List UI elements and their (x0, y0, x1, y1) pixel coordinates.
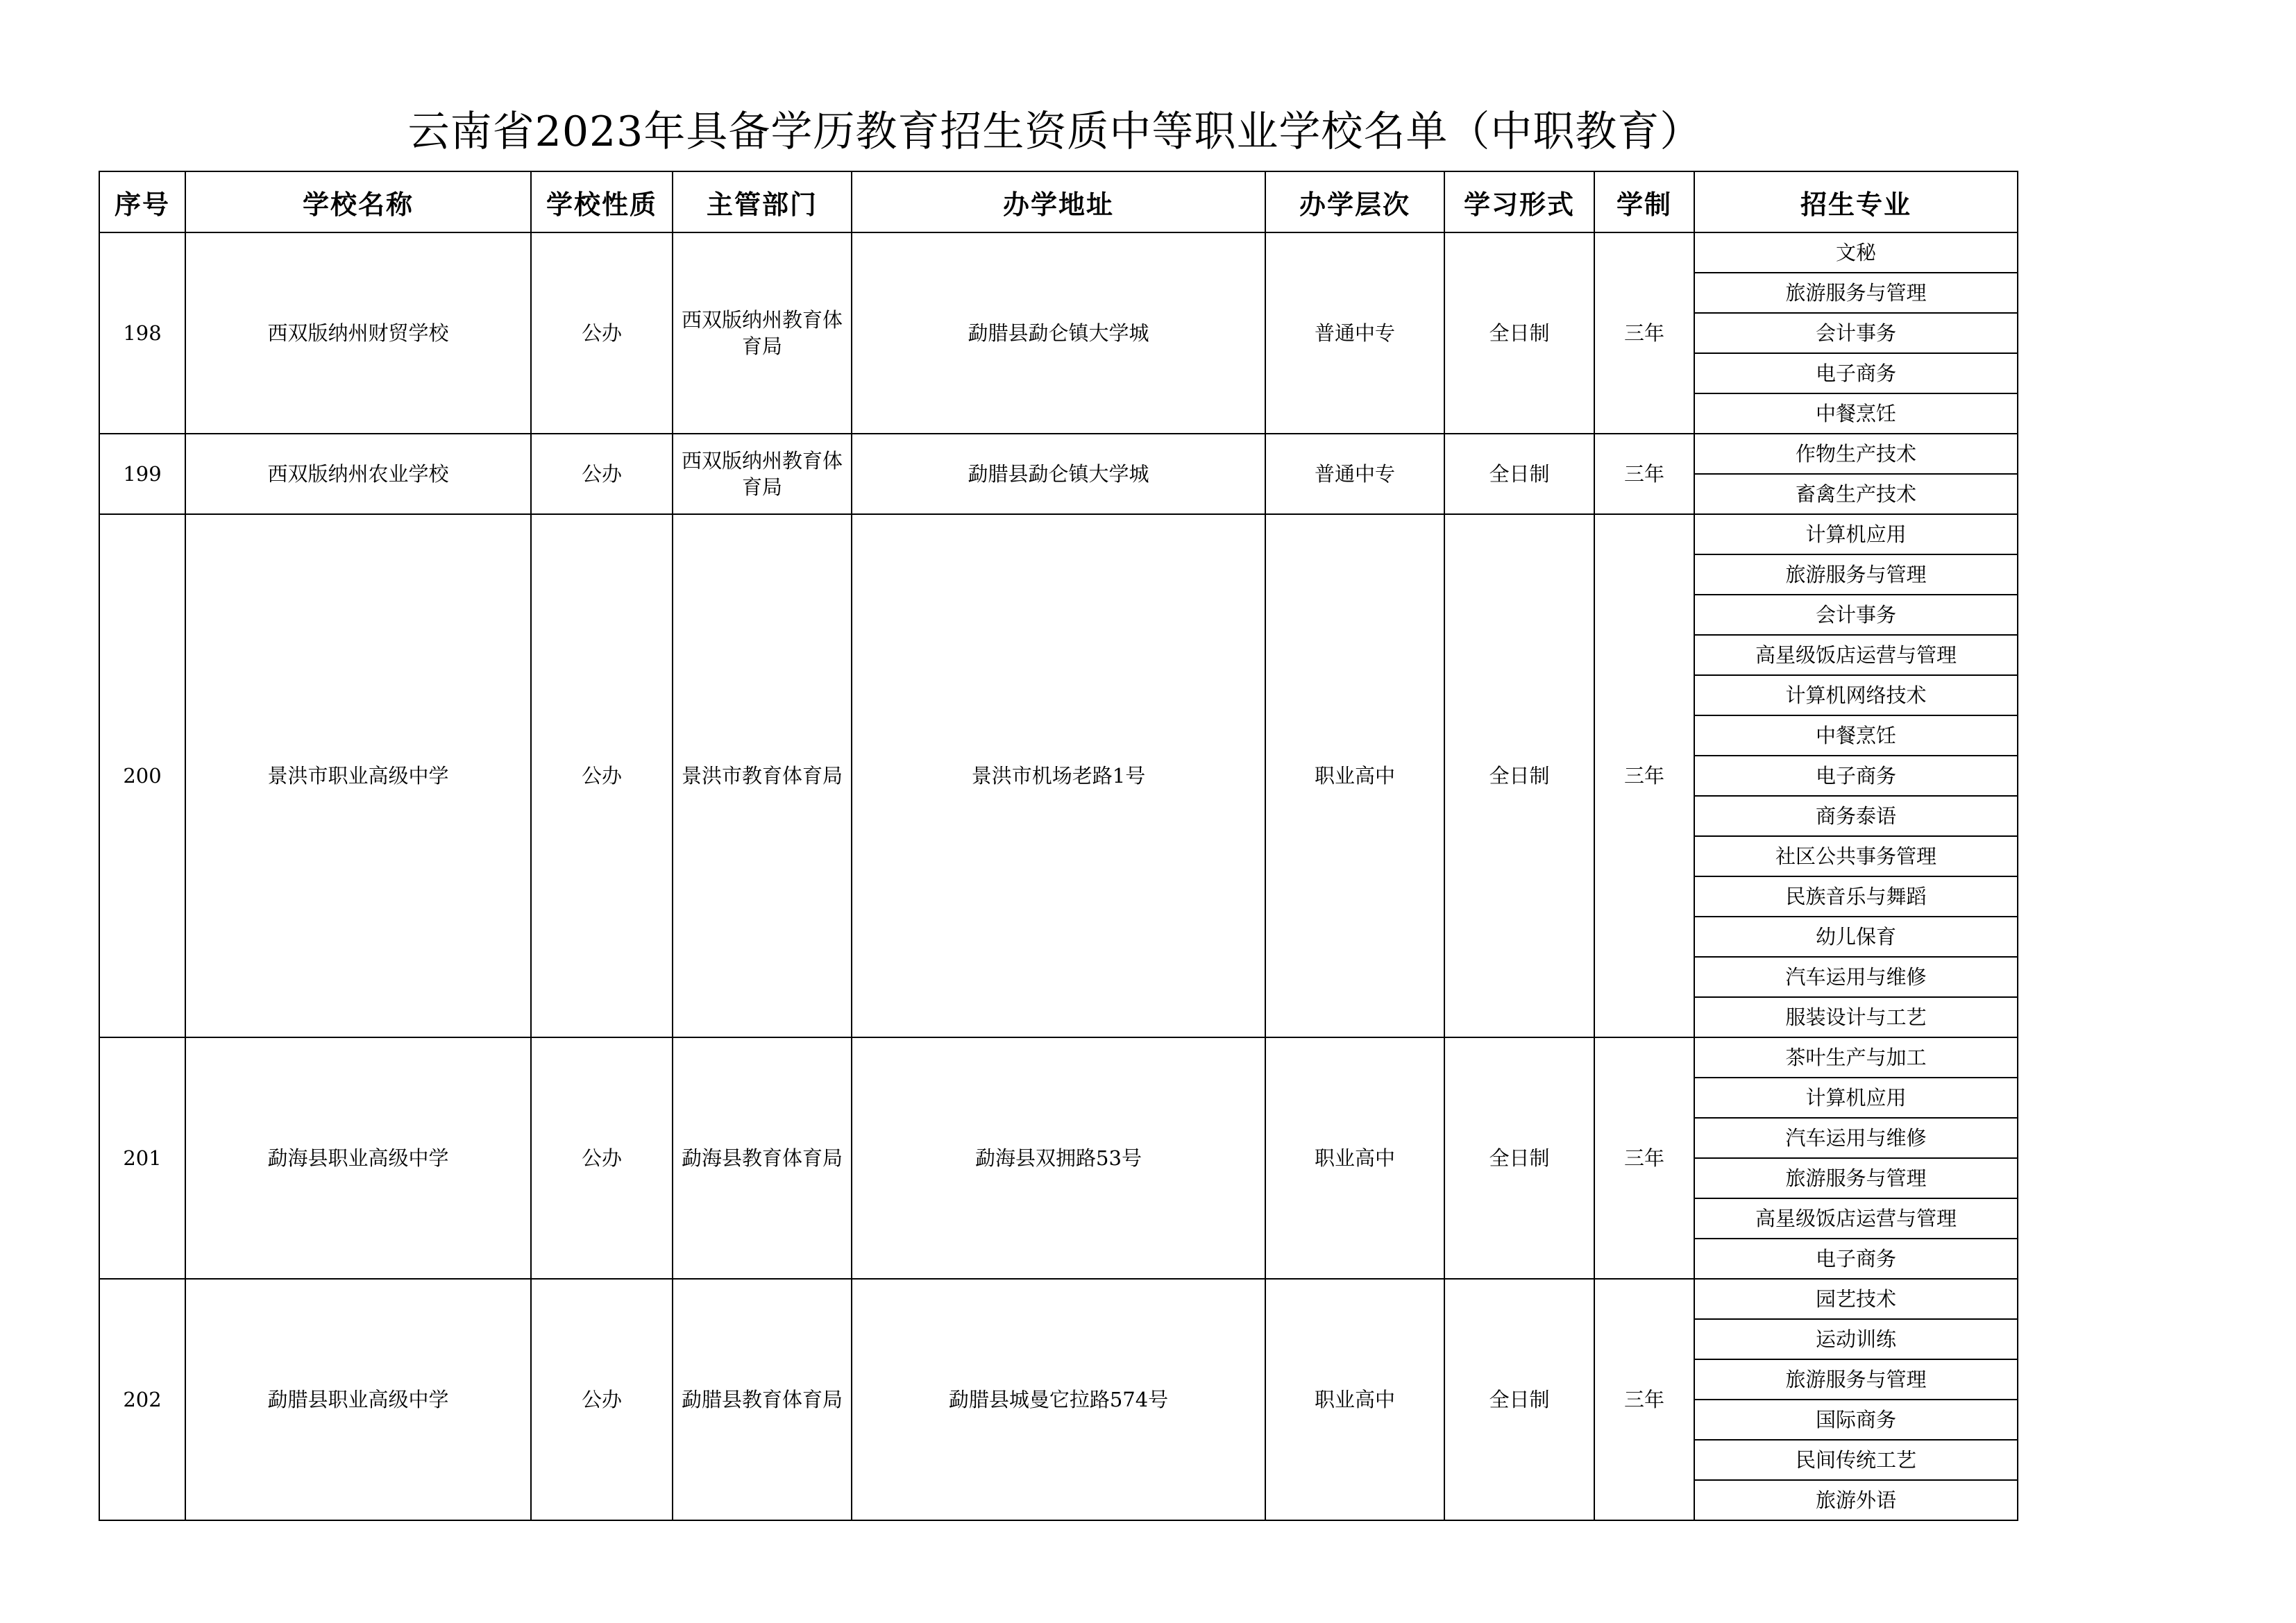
school-type: 公办 (531, 232, 673, 434)
enrollment-major: 计算机网络技术 (1694, 675, 2018, 715)
study-duration: 三年 (1594, 1037, 1694, 1279)
header-cell: 招生专业 (1694, 171, 2018, 232)
supervising-department: 西双版纳州教育体育局 (673, 434, 852, 514)
school-level: 职业高中 (1265, 1037, 1444, 1279)
supervising-department: 西双版纳州教育体育局 (673, 232, 852, 434)
study-duration: 三年 (1594, 434, 1694, 514)
enrollment-major: 高星级饭店运营与管理 (1694, 1198, 2018, 1239)
enrollment-major: 服装设计与工艺 (1694, 997, 2018, 1037)
enrollment-major: 社区公共事务管理 (1694, 836, 2018, 876)
school-name: 勐腊县职业高级中学 (185, 1279, 531, 1520)
enrollment-major: 旅游外语 (1694, 1480, 2018, 1520)
supervising-department: 景洪市教育体育局 (673, 514, 852, 1037)
school-type: 公办 (531, 514, 673, 1037)
school-address: 勐腊县勐仑镇大学城 (852, 434, 1265, 514)
header-cell: 学校名称 (185, 171, 531, 232)
header-cell: 学制 (1594, 171, 1694, 232)
enrollment-major: 民族音乐与舞蹈 (1694, 876, 2018, 917)
enrollment-major: 汽车运用与维修 (1694, 957, 2018, 997)
header-cell: 办学地址 (852, 171, 1265, 232)
study-duration: 三年 (1594, 1279, 1694, 1520)
study-duration: 三年 (1594, 232, 1694, 434)
school-number: 200 (99, 514, 185, 1037)
header-cell: 办学层次 (1265, 171, 1444, 232)
enrollment-major: 中餐烹饪 (1694, 715, 2018, 756)
enrollment-major: 商务泰语 (1694, 796, 2018, 836)
table-row (99, 434, 2018, 474)
enrollment-major: 旅游服务与管理 (1694, 1158, 2018, 1198)
enrollment-major: 旅游服务与管理 (1694, 273, 2018, 313)
study-mode: 全日制 (1444, 232, 1594, 434)
enrollment-major: 旅游服务与管理 (1694, 1359, 2018, 1400)
table-row (99, 232, 2018, 273)
school-level: 普通中专 (1265, 434, 1444, 514)
enrollment-major: 国际商务 (1694, 1400, 2018, 1440)
enrollment-major: 幼儿保育 (1694, 917, 2018, 957)
enrollment-major: 会计事务 (1694, 313, 2018, 353)
enrollment-major: 文秘 (1694, 232, 2018, 273)
study-mode: 全日制 (1444, 514, 1594, 1037)
enrollment-major: 茶叶生产与加工 (1694, 1037, 2018, 1078)
school-level: 职业高中 (1265, 1279, 1444, 1520)
school-number: 198 (99, 232, 185, 434)
enrollment-major: 汽车运用与维修 (1694, 1118, 2018, 1158)
header-row (99, 171, 2018, 232)
enrollment-major: 会计事务 (1694, 595, 2018, 635)
study-mode: 全日制 (1444, 1279, 1594, 1520)
school-name: 西双版纳州农业学校 (185, 434, 531, 514)
supervising-department: 勐海县教育体育局 (673, 1037, 852, 1279)
school-level: 普通中专 (1265, 232, 1444, 434)
study-duration: 三年 (1594, 514, 1694, 1037)
school-type: 公办 (531, 434, 673, 514)
enrollment-major: 电子商务 (1694, 353, 2018, 393)
enrollment-major: 计算机应用 (1694, 514, 2018, 554)
school-number: 201 (99, 1037, 185, 1279)
school-type: 公办 (531, 1279, 673, 1520)
header-cell: 主管部门 (673, 171, 852, 232)
enrollment-major: 园艺技术 (1694, 1279, 2018, 1319)
document-title: 云南省2023年具备学历教育招生资质中等职业学校名单（中职教育） (407, 108, 1703, 156)
enrollment-major: 民间传统工艺 (1694, 1440, 2018, 1480)
enrollment-major: 中餐烹饪 (1694, 393, 2018, 434)
table-row (99, 514, 2018, 554)
enrollment-major: 运动训练 (1694, 1319, 2018, 1359)
header-cell: 学校性质 (531, 171, 673, 232)
header-cell: 学习形式 (1444, 171, 1594, 232)
school-type: 公办 (531, 1037, 673, 1279)
school-list-table (99, 171, 2018, 1521)
table-row (99, 1037, 2018, 1078)
study-mode: 全日制 (1444, 1037, 1594, 1279)
school-name: 西双版纳州财贸学校 (185, 232, 531, 434)
school-name: 勐海县职业高级中学 (185, 1037, 531, 1279)
enrollment-major: 高星级饭店运营与管理 (1694, 635, 2018, 675)
enrollment-major: 旅游服务与管理 (1694, 554, 2018, 595)
school-name: 景洪市职业高级中学 (185, 514, 531, 1037)
enrollment-major: 作物生产技术 (1694, 434, 2018, 474)
enrollment-major: 电子商务 (1694, 1239, 2018, 1279)
school-address: 勐腊县城曼它拉路574号 (852, 1279, 1265, 1520)
enrollment-major: 畜禽生产技术 (1694, 474, 2018, 514)
table-row (99, 1279, 2018, 1319)
school-address: 勐腊县勐仑镇大学城 (852, 232, 1265, 434)
study-mode: 全日制 (1444, 434, 1594, 514)
supervising-department: 勐腊县教育体育局 (673, 1279, 852, 1520)
enrollment-major: 电子商务 (1694, 756, 2018, 796)
school-number: 199 (99, 434, 185, 514)
header-cell: 序号 (99, 171, 185, 232)
school-number: 202 (99, 1279, 185, 1520)
school-address: 勐海县双拥路53号 (852, 1037, 1265, 1279)
school-level: 职业高中 (1265, 514, 1444, 1037)
enrollment-major: 计算机应用 (1694, 1078, 2018, 1118)
school-address: 景洪市机场老路1号 (852, 514, 1265, 1037)
